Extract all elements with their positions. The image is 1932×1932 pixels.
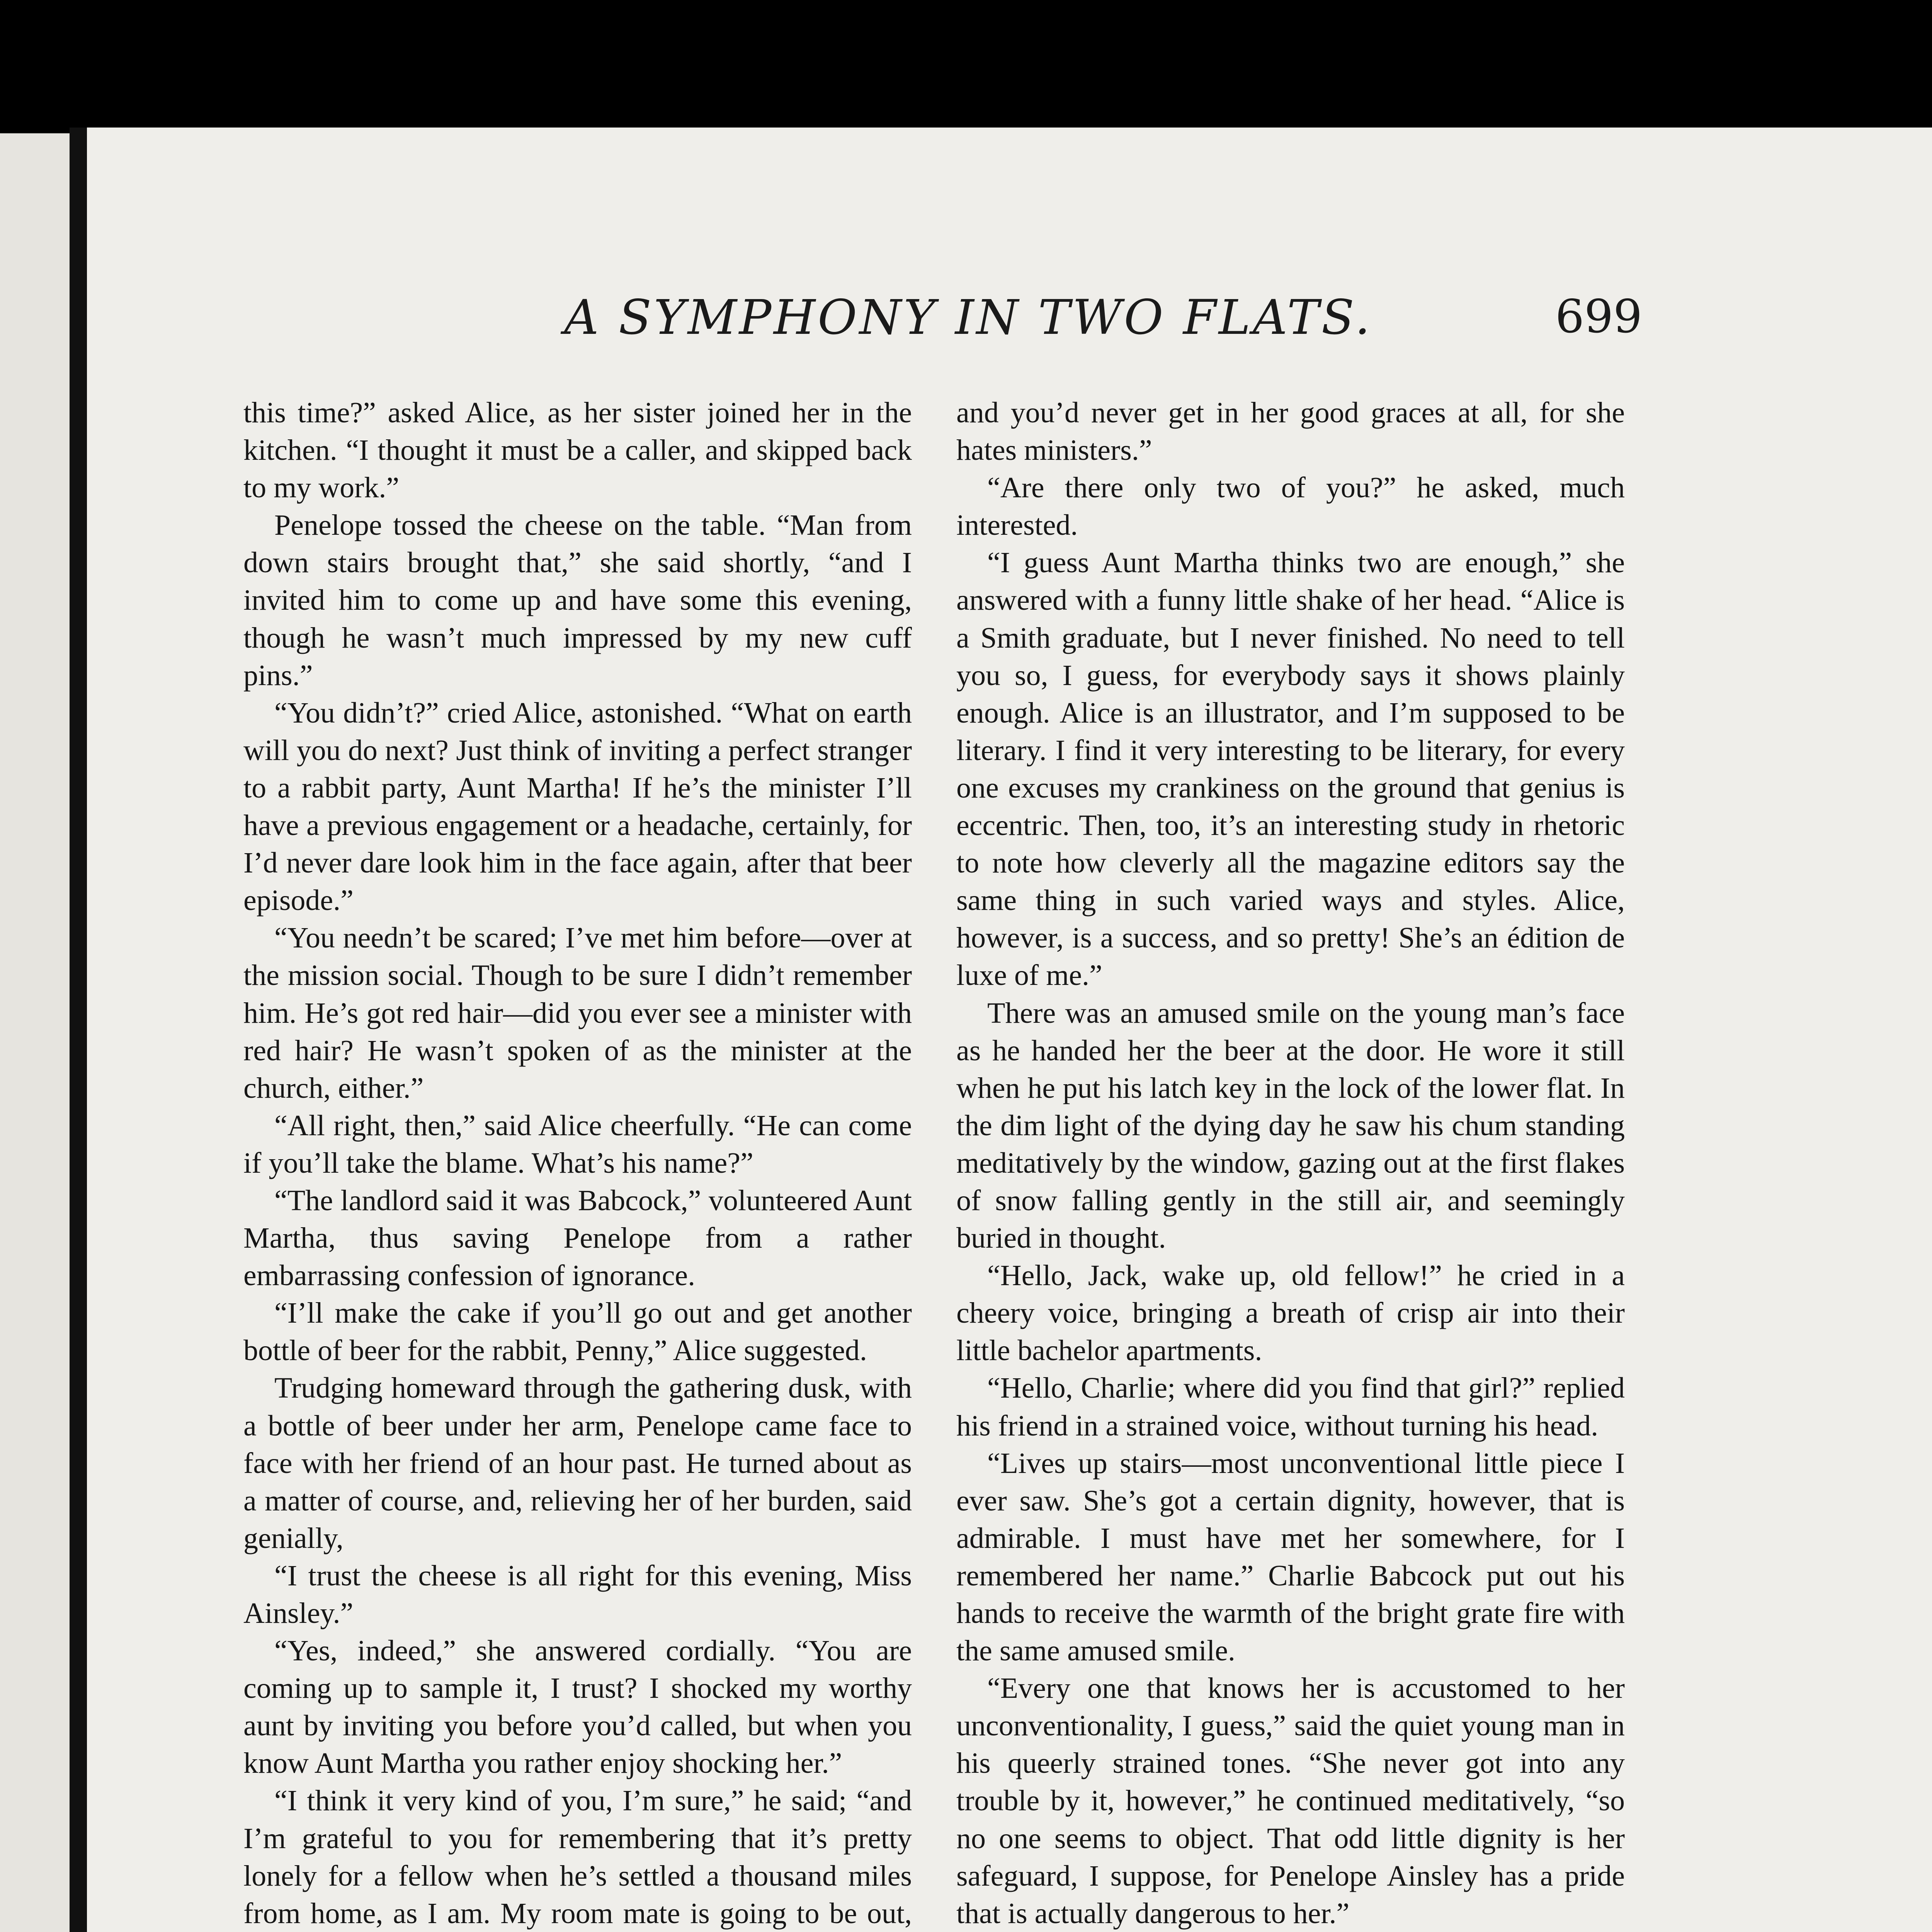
facing-page-edge <box>0 133 70 1932</box>
paragraph: There was an amused smile on the young man’s face as he handed her the beer at the door. He wore it still when he put his latch key in the lock of the lower flat. In the dim light of the dying day he saw his chum standing meditatively by the window, gazing out at the first flakes of snow falling gently in the still air, and seemingly buried in thought. <box>956 997 1625 1255</box>
paragraph: “I think it very kind of you, I’m sure,” he said; “and I’m grateful to you for remembering that it’s pretty lonely for a fellow when he’s settled a thousand miles from home, as I am. My room mate is going to be out, <box>243 1784 912 1930</box>
paragraph: “Are there only two of you?” he asked, much interested. <box>956 471 1625 542</box>
page-gutter-shadow <box>70 128 87 1932</box>
paragraph: “Yes, indeed,” she answered cordially. “You are coming up to sample it, I trust? I shocked my worthy aunt by inviting you before you’d called, but when you know Aunt Martha you rather enjoy shocking her.” <box>243 1634 912 1780</box>
paragraph: “I’ll make the cake if you’ll go out and get another bottle of beer for the rabbit, Penny,” Alice suggested. <box>243 1297 912 1367</box>
paragraph: “Hello, Charlie; where did you find that girl?” replied his friend in a strained voice, without turning his head. <box>956 1372 1625 1442</box>
page-number: 699 <box>1555 290 1643 343</box>
paragraph: “The landlord said it was Babcock,” volunteered Aunt Martha, thus saving Penelope from a rather embarrassing confession of ignorance. <box>243 1184 912 1292</box>
running-title: A SYMPHONY IN TWO FLATS. <box>564 290 1372 345</box>
paragraph: “I trust the cheese is all right for this evening, Miss Ainsley.” <box>243 1559 912 1629</box>
text-column-left <box>243 394 912 1932</box>
book-page <box>87 128 1932 1932</box>
text-column-right <box>956 394 1625 1932</box>
paragraph: “You needn’t be scared; I’ve met him before—over at the mission social. Though to be sure I didn’t remember him. He’s got red hair—did you ever see a minister with red hair? He wasn’t spoken of as the minister at the church, either.” <box>243 922 912 1104</box>
paragraph: and you’d never get in her good graces at all, for she hates ministers.” <box>956 396 1625 467</box>
paragraph: this time?” asked Alice, as her sister joined her in the kitchen. “I thought it must be a caller, and skipped back to my work.” <box>243 396 912 504</box>
paragraph: “Hello, Jack, wake up, old fellow!” he cried in a cheery voice, bringing a breath of crisp air into their little bachelor apartments. <box>956 1259 1625 1367</box>
paragraph: “Lives up stairs—most unconventional little piece I ever saw. She’s got a certain dignity, however, that is admirable. I must have met her somewhere, for I remembered her name.” Charlie Babcock put out his hands to receive the warmth of the bright grate fire with the same amused smile. <box>956 1447 1625 1667</box>
paragraph: “I guess Aunt Martha thinks two are enough,” she answered with a funny little shake of her head. “Alice is a Smith graduate, but I never finished. No need to tell you so, I guess, for everybody says it shows plainly enough. Alice is an illustrator, and I’m supposed to be literary. I find it very interesting to be literary, for every one excuses my crankiness on the ground that genius is eccentric. Then, too, it’s an interesting study in rhetoric to note how cleverly all the magazine editors say the same thing in such varied ways and styles. Alice, however, is a success, and so pretty! She’s an édition de luxe of me.” <box>956 546 1625 992</box>
paragraph: “All right, then,” said Alice cheerfully. “He can come if you’ll take the blame. What’s his name?” <box>243 1109 912 1179</box>
paragraph: Penelope tossed the cheese on the table. “Man from down stairs brought that,” she said shortly, “and I invited him to come up and have some this evening, though he wasn’t much impressed by my new cuff pins.” <box>243 509 912 692</box>
paragraph: Trudging homeward through the gathering dusk, with a bottle of beer under her arm, Penelope came face to face with her friend of an hour past. He turned about as a matter of course, and, relieving her of her burden, said genially, <box>243 1372 912 1554</box>
paragraph: “You didn’t?” cried Alice, astonished. “What on earth will you do next? Just think of inviting a perfect stranger to a rabbit party, Aunt Martha! If he’s the minister I’ll have a previous engagement or a headache, certainly, for I’d never dare look him in the face again, after that beer episode.” <box>243 696 912 917</box>
paragraph: “Every one that knows her is accustomed to her unconventionality, I guess,” said the quiet young man in his queerly strained tones. “She never got into any trouble by it, however,” he continued meditatively, “so no one seems to object. That odd little dignity is her safeguard, I suppose, for Penelope Ainsley has a pride that is actually dangerous to her.” <box>956 1672 1625 1930</box>
